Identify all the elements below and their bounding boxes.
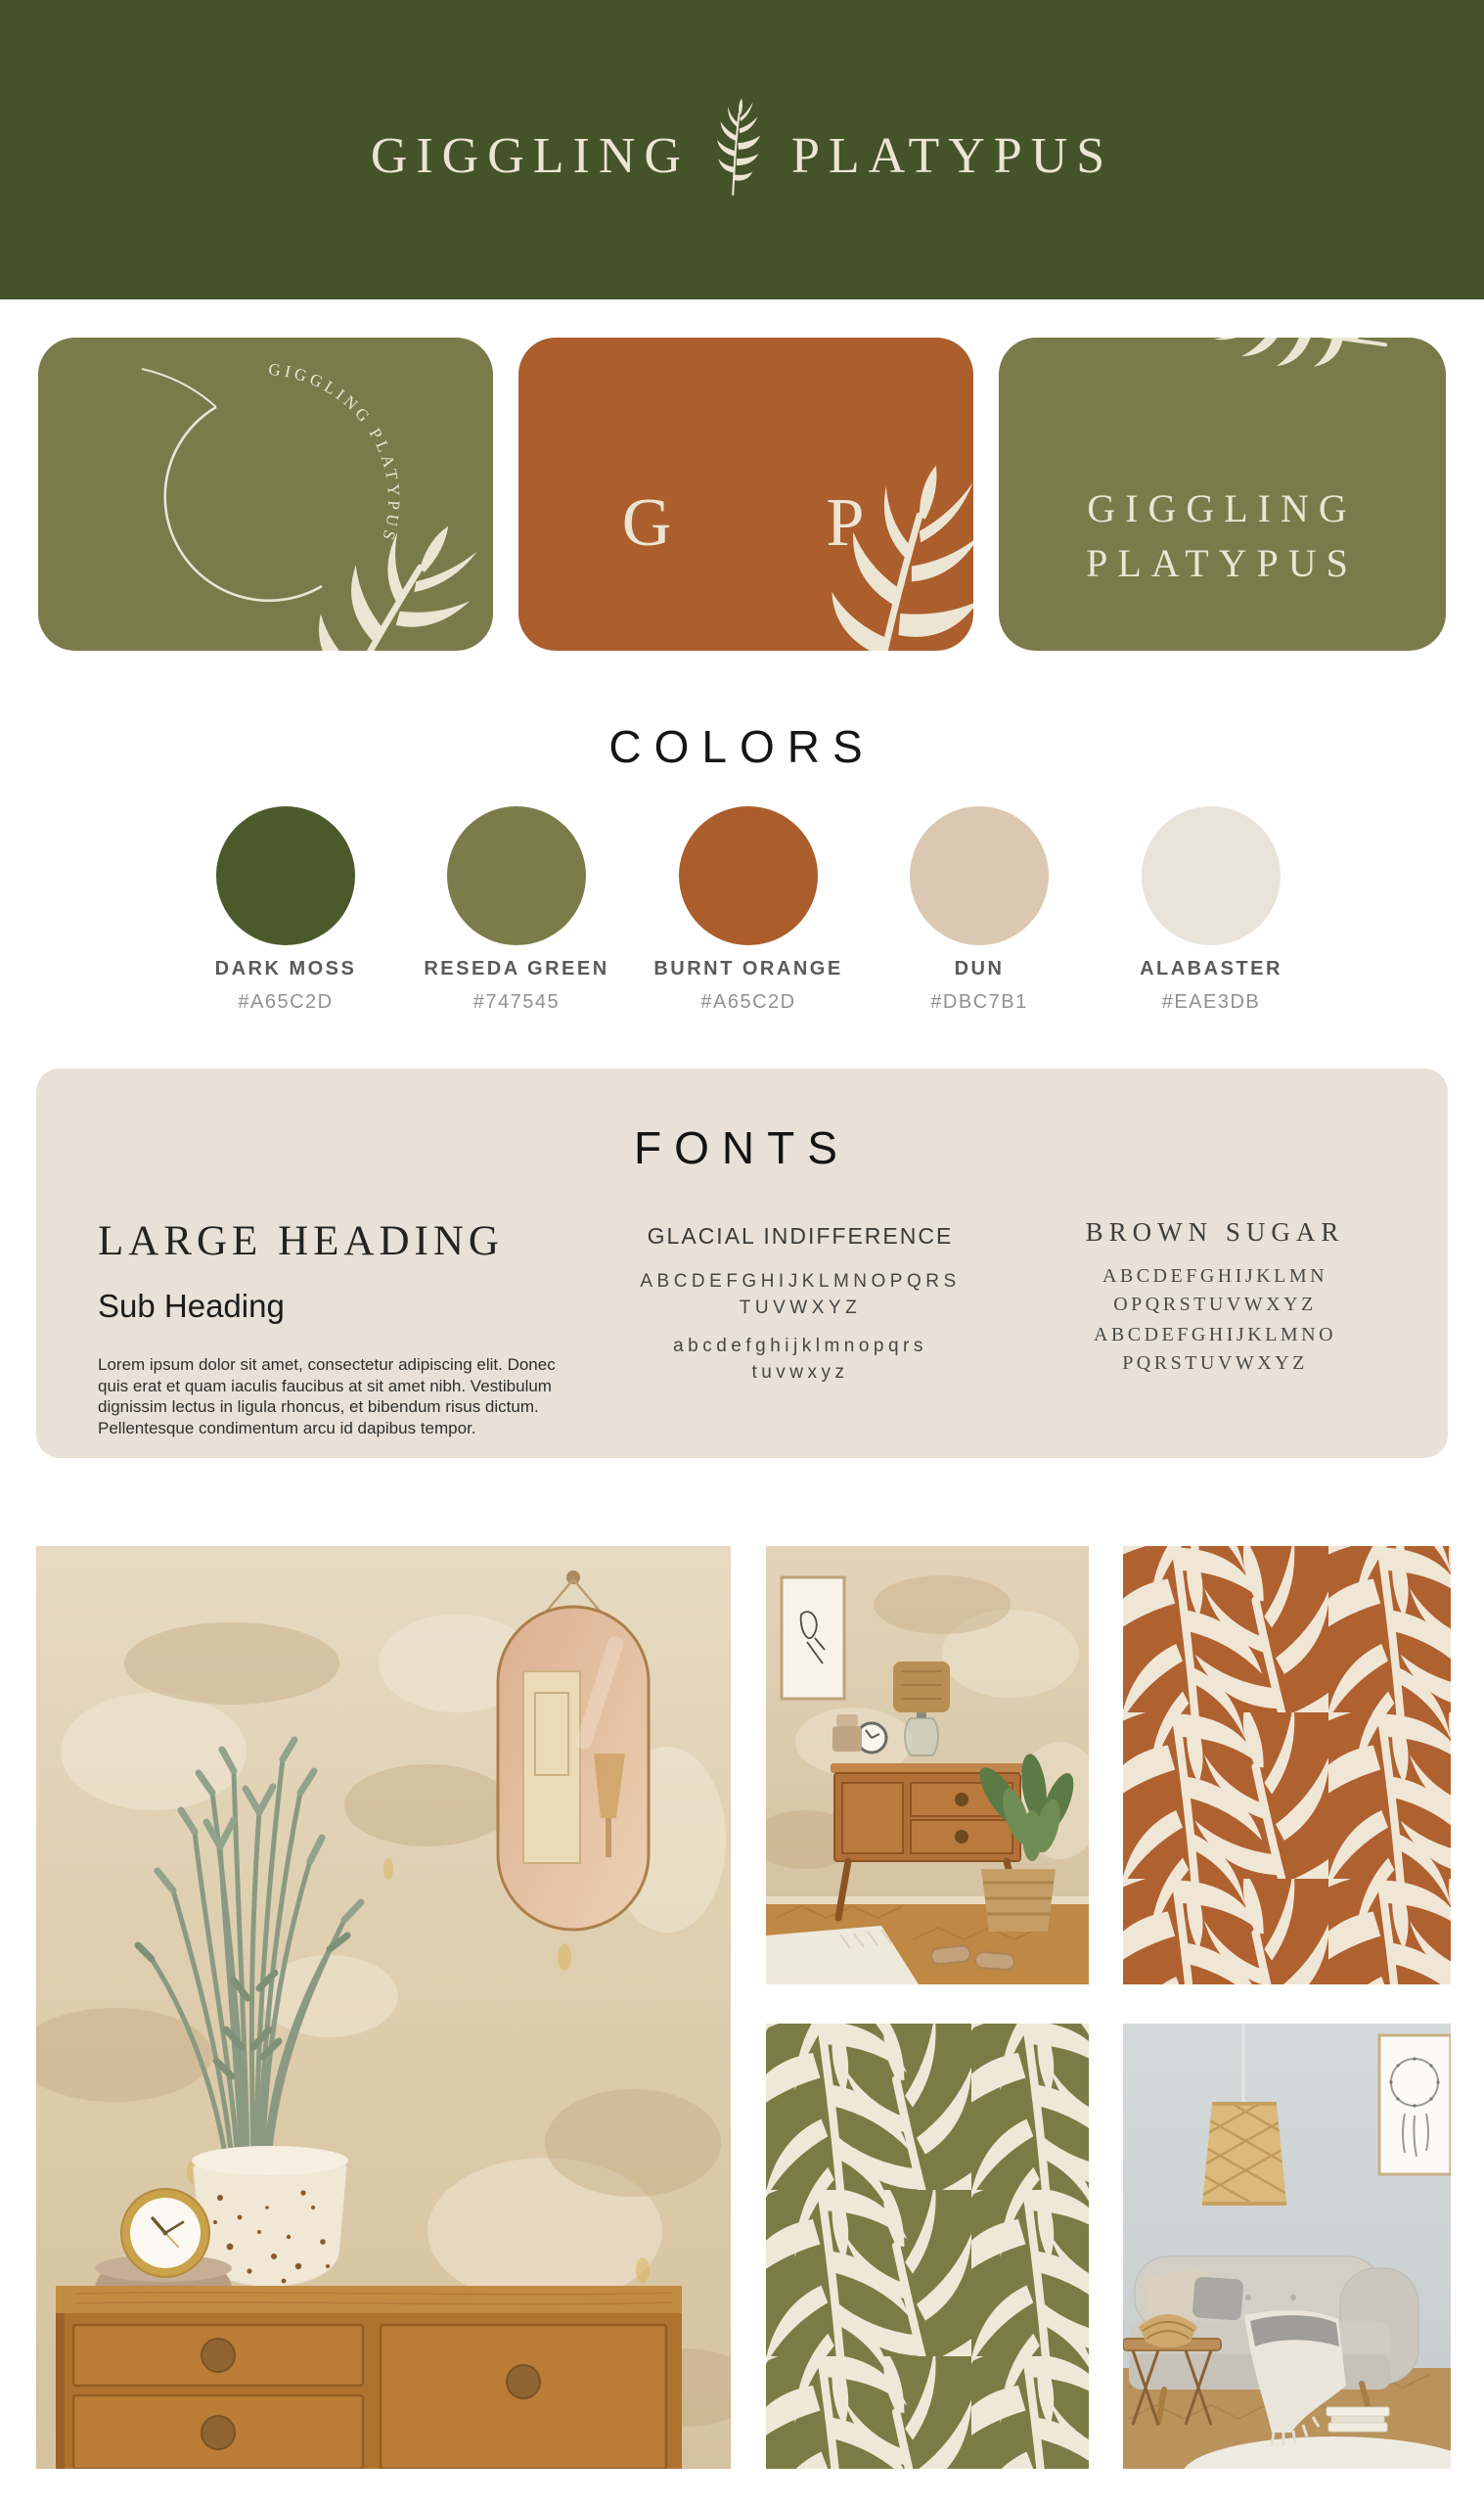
wooden-dresser [56, 2286, 682, 2469]
brand-header [0, 0, 1484, 299]
badge-swash [142, 369, 216, 407]
large-heading-sample: LARGE HEADING [98, 1218, 504, 1264]
font1-lower-line2: tuvwxyz [751, 1362, 849, 1383]
swatch-name: ALABASTER [1140, 958, 1282, 979]
swatch-name: RESEDA GREEN [424, 958, 609, 979]
badge-circle-arc [165, 407, 322, 601]
font1-lowercase [585, 1333, 1015, 1386]
stacked-boxes [832, 1726, 862, 1752]
font2-name: BROWN SUGAR [1085, 1217, 1345, 1247]
wicker-basket [981, 1869, 1056, 1932]
swatch-dun [910, 806, 1049, 945]
monogram-letter-g: G [621, 485, 672, 561]
body-text-sample: Lorem ipsum dolor sit amet, consectetur adipiscing elit. Donec quis erat et quam iaculis faucibus at sit amet nibh. Vestibulum dignissim lectus in ligula rhoncus, et bibendum risus dictum. Pellentesque condimentum arcu id dapibus tempor. [98, 1355, 556, 1437]
monogram-letter-p: P [826, 485, 865, 561]
badge-leaf-icon [232, 493, 493, 651]
swatch-hex: #A65C2D [238, 991, 334, 1013]
fonts-section [36, 1069, 1448, 1458]
font2-lower-line2: PQRSTUVWXYZ [1122, 1352, 1308, 1374]
circle-badge-text: GIGGLING PLATYPUS [267, 359, 404, 546]
swatch-alabaster [1142, 806, 1281, 945]
font2-lower-line1: ABCDEFGHIJKLMNO [1093, 1324, 1337, 1345]
brand-wordmark-left: GIGGLING [370, 127, 690, 184]
font1-upper-line1: ABCDEFGHIJKLMNOPQRS [640, 1271, 961, 1292]
stacked-line2: PLATYPUS [1086, 541, 1358, 585]
leaf-pattern-orange [1123, 1546, 1451, 1984]
font1-uppercase [585, 1268, 1015, 1321]
swatch-name: DARK MOSS [214, 958, 357, 979]
font2-smallcaps [1019, 1321, 1411, 1378]
swatch-hex: #A65C2D [700, 991, 796, 1013]
alarm-clock [121, 2189, 209, 2277]
font1-lower-line1: abcdefghijklmnopqrs [673, 1336, 927, 1356]
stacked-line1: GIGGLING [1087, 486, 1357, 530]
monogram-leaf-icon [783, 447, 973, 651]
swatch-dark-moss [216, 806, 355, 945]
logo-card-circle-badge [38, 338, 493, 651]
swatch-burnt-orange [679, 806, 818, 945]
logo-card-monogram [518, 338, 973, 651]
swatch-name: DUN [954, 958, 1005, 979]
book-stack [1327, 2407, 1389, 2432]
leaf-branch-icon [709, 98, 772, 198]
stacked-leaf-icon [1192, 338, 1394, 387]
swatch-hex: #747545 [472, 991, 561, 1013]
sideboard-photo [766, 1546, 1089, 1984]
brand-logo [371, 106, 1113, 205]
swatch-hex: #DBC7B1 [930, 991, 1028, 1013]
font1-name: GLACIAL INDIFFERENCE [647, 1223, 954, 1249]
swatch-hex: #EAE3DB [1161, 991, 1261, 1013]
font1-upper-line2: TUVWXYZ [739, 1298, 862, 1318]
livingroom-photo [1123, 2024, 1451, 2469]
font2-uppercase [1019, 1262, 1411, 1319]
gray-pillow [1192, 2276, 1244, 2320]
colors-title: COLORS [608, 721, 876, 772]
swatch-reseda-green [447, 806, 586, 945]
swatch-name: BURNT ORANGE [653, 958, 843, 979]
logo-card-stacked [999, 338, 1446, 651]
wall-art-frame [782, 1577, 844, 1699]
leaf-pattern-green [766, 2024, 1089, 2469]
brand-wordmark-right: PLATYPUS [790, 127, 1114, 184]
dreamcatcher-frame [1379, 2035, 1451, 2174]
font2-upper-line2: OPQRSTUVWXYZ [1113, 1294, 1317, 1315]
entryway-photo [36, 1546, 731, 2469]
fonts-title: FONTS [634, 1122, 850, 1173]
font2-upper-line1: ABCDEFGHIJKLMN [1102, 1265, 1328, 1287]
svg-text:GIGGLING PLATYPUS [268, 360, 404, 546]
sub-heading-sample: Sub Heading [98, 1288, 285, 1324]
